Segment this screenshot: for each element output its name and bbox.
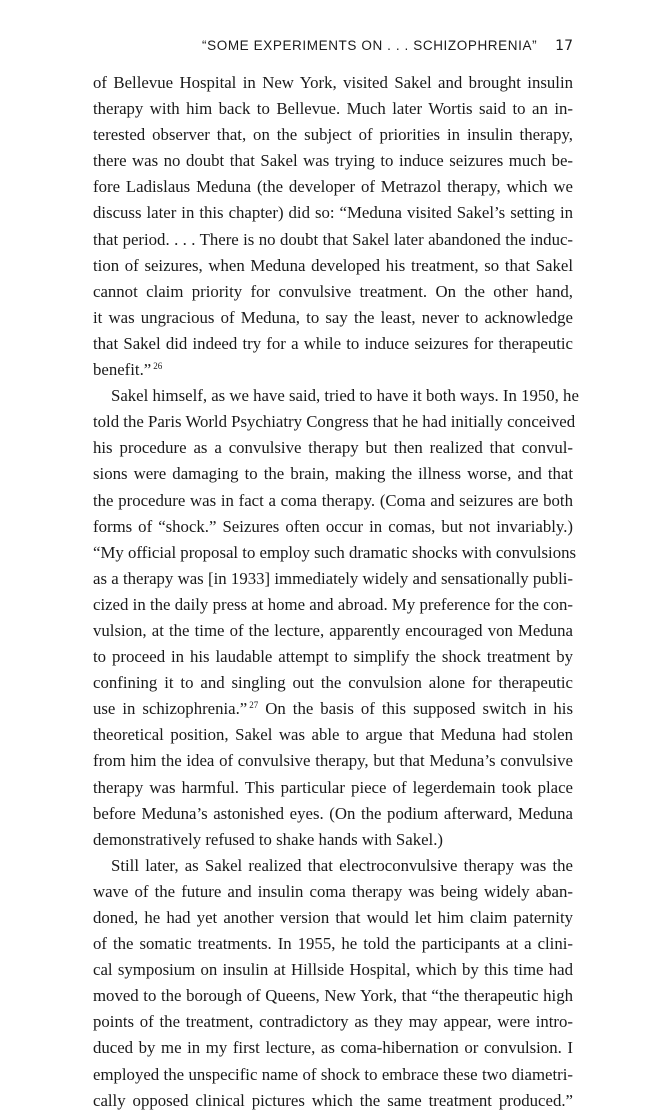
text-line: points of the treatment, contradictory as they may appear, were intro- xyxy=(93,1012,573,1032)
text-line: sions were damaging to the brain, making the illness worse, and that xyxy=(93,464,573,484)
text-line: moved to the borough of Queens, New York, that “the therapeutic high xyxy=(93,986,573,1006)
text-line: therapy was harmful. This particular piece of legerdemain took place xyxy=(93,777,573,797)
text-line: discuss later in this chapter) did so: “Meduna visited Sakel’s setting in xyxy=(93,203,573,223)
text-line: fore Ladislaus Meduna (the developer of Metrazol therapy, which we xyxy=(93,177,573,197)
text-line: of Bellevue Hospital in New York, visited Sakel and brought insulin xyxy=(93,73,573,92)
text-line: therapy with him back to Bellevue. Much later Wortis said to an in- xyxy=(93,99,573,119)
footnote-marker: 27 xyxy=(249,700,259,711)
footnote-marker: 26 xyxy=(153,361,163,372)
paragraph-1 xyxy=(93,70,573,383)
text-line: wave of the future and insulin coma therapy was being widely aban- xyxy=(93,881,573,901)
text-line: forms of “shock.” Seizures often occur in comas, but not invariably.) xyxy=(93,516,573,536)
text-line: as a therapy was [in 1933] immediately widely and sensationally publi- xyxy=(93,568,573,588)
text-line: Still later, as Sakel realized that electroconvulsive therapy was the xyxy=(111,855,573,875)
text-line: terested observer that, on the subject of priorities in insulin therapy, xyxy=(93,125,573,145)
text-line: there was no doubt that Sakel was trying to induce seizures much be- xyxy=(93,151,573,171)
text-line: duced by me in my first lecture, as coma-hibernation or convulsion. I xyxy=(93,1038,573,1058)
text-line: theoretical position, Sakel was able to argue that Meduna had stolen xyxy=(93,725,573,745)
text-line: that period. . . . There is no doubt that Sakel later abandoned the induc- xyxy=(93,229,573,249)
text-line: told the Paris World Psychiatry Congress that he had initially conceived xyxy=(93,412,576,432)
running-head-title: “SOME EXPERIMENTS ON . . . SCHIZOPHRENIA” xyxy=(202,38,538,53)
text-line: before Meduna’s astonished eyes. (On the podium afterward, Meduna xyxy=(93,803,573,823)
paragraph-3 xyxy=(93,853,573,1114)
text-line: to proceed in his laudable attempt to simplify the shock treatment by xyxy=(93,647,573,667)
text-line: doned, he had yet another version that would let him claim paternity xyxy=(93,908,573,927)
text-line: confining it to and singling out the convulsion alone for therapeutic xyxy=(93,673,573,693)
text-line: vulsion, at the time of the lecture, apparently encouraged von Meduna xyxy=(93,620,573,640)
text-line: cally opposed clinical pictures which the same treatment produced.” xyxy=(93,1090,573,1110)
text-fragment: use in schizophrenia.” xyxy=(93,699,248,719)
text-line: demonstratively refused to shake hands with Sakel.) xyxy=(93,829,443,849)
text-fragment: benefit.” xyxy=(93,360,152,380)
text-line: the procedure was in fact a coma therapy. (Coma and seizures are both xyxy=(93,490,573,510)
text-line: of the somatic treatments. In 1955, he told the participants at a clini- xyxy=(93,934,573,954)
text-fragment: On the basis of this supposed switch in his xyxy=(258,699,573,719)
text-line xyxy=(93,357,573,383)
text-line: his procedure as a convulsive therapy but then realized that convul- xyxy=(93,438,573,458)
text-line: Sakel himself, as we have said, tried to have it both ways. In 1950, he xyxy=(111,386,579,406)
paragraph-2 xyxy=(93,383,579,853)
running-head xyxy=(202,38,573,54)
text-line: employed the unspecific name of shock to embrace these two diametri- xyxy=(93,1064,573,1084)
text-line: cannot claim priority for convulsive treatment. On the other hand, xyxy=(93,281,573,301)
text-line xyxy=(93,696,573,722)
text-line: from him the idea of convulsive therapy, but that Meduna’s convulsive xyxy=(93,751,573,771)
text-line: tion of seizures, when Meduna developed his treatment, so that Sakel xyxy=(93,255,573,275)
page-number: 17 xyxy=(555,38,573,54)
text-line: that Sakel did indeed try for a while to induce seizures for therapeutic xyxy=(93,333,573,353)
text-line: cal symposium on insulin at Hillside Hospital, which by this time had xyxy=(93,960,573,980)
text-line: cized in the daily press at home and abroad. My preference for the con- xyxy=(93,594,573,614)
text-line: “My official proposal to employ such dramatic shocks with convulsions xyxy=(93,542,577,562)
body-text xyxy=(93,70,579,1114)
text-line: it was ungracious of Meduna, to say the least, never to acknowledge xyxy=(93,307,573,327)
